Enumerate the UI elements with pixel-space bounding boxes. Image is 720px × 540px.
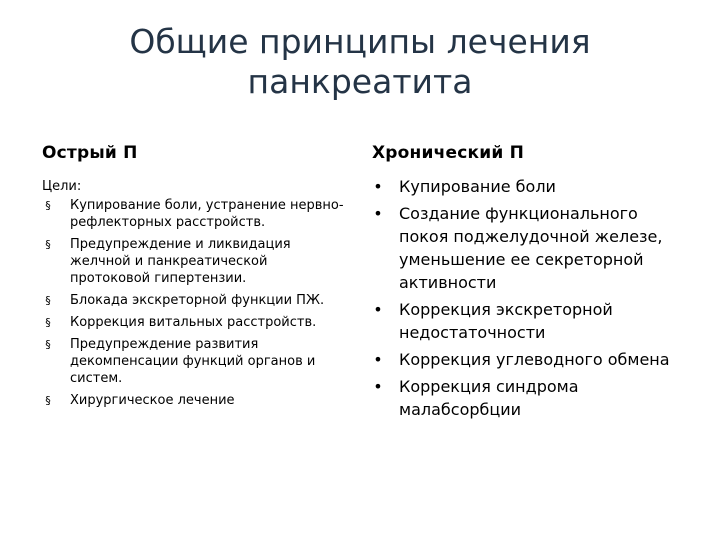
slide-title xyxy=(60,22,660,102)
list-item xyxy=(372,375,672,421)
bullet-dot-icon: • xyxy=(373,300,383,319)
chronic-principles-list xyxy=(372,175,672,421)
section-bullet-icon: § xyxy=(45,199,51,212)
slide-title-line-2: панкреатита xyxy=(247,62,473,101)
list-item-text: Создание функционального покоя поджелудочной железе, уменьшение ее секреторной активности xyxy=(399,204,663,292)
list-item-text: Предупреждение развития декомпенсации функций органов и систем. xyxy=(70,337,316,386)
section-bullet-icon: § xyxy=(45,316,51,329)
list-item xyxy=(42,314,347,331)
list-item-text: Коррекция витальных расстройств. xyxy=(70,315,317,330)
list-item xyxy=(372,348,672,371)
chronic-pancreatitis-column xyxy=(372,142,672,425)
list-item-text: Хирургическое лечение xyxy=(70,393,235,408)
chronic-column-header: Хронический П xyxy=(372,143,524,163)
list-item xyxy=(372,298,672,344)
list-item-text: Коррекция углеводного обмена xyxy=(399,350,670,369)
chronic-column-body xyxy=(372,175,672,421)
list-item xyxy=(372,202,672,294)
list-item xyxy=(42,392,347,409)
bullet-dot-icon: • xyxy=(373,204,383,223)
list-item xyxy=(42,336,347,387)
acute-column-body xyxy=(42,178,347,409)
list-item-text: Предупреждение и ликвидация желчной и панкреатической протоковой гипертензии. xyxy=(70,237,291,286)
list-item-text: Коррекция синдрома малабсорбции xyxy=(399,377,579,419)
slide-title-line-1: Общие принципы лечения xyxy=(129,22,591,61)
list-item xyxy=(42,236,347,287)
acute-pancreatitis-column xyxy=(42,142,347,414)
section-bullet-icon: § xyxy=(45,294,51,307)
list-item-text: Блокада экскреторной функции ПЖ. xyxy=(70,293,325,308)
acute-goals-list xyxy=(42,197,347,409)
section-bullet-icon: § xyxy=(45,238,51,251)
section-bullet-icon: § xyxy=(45,394,51,407)
bullet-dot-icon: • xyxy=(373,177,383,196)
list-item xyxy=(372,175,672,198)
list-item-text: Купирование боли xyxy=(399,177,556,196)
list-item xyxy=(42,292,347,309)
list-item xyxy=(42,197,347,231)
section-bullet-icon: § xyxy=(45,338,51,351)
bullet-dot-icon: • xyxy=(373,377,383,396)
acute-column-header: Острый П xyxy=(42,143,138,163)
list-item-text: Коррекция экскреторной недостаточности xyxy=(399,300,613,342)
list-item-text: Купирование боли, устранение нервно-рефлекторных расстройств. xyxy=(70,198,344,230)
bullet-dot-icon: • xyxy=(373,350,383,369)
goals-label: Цели: xyxy=(42,179,82,194)
